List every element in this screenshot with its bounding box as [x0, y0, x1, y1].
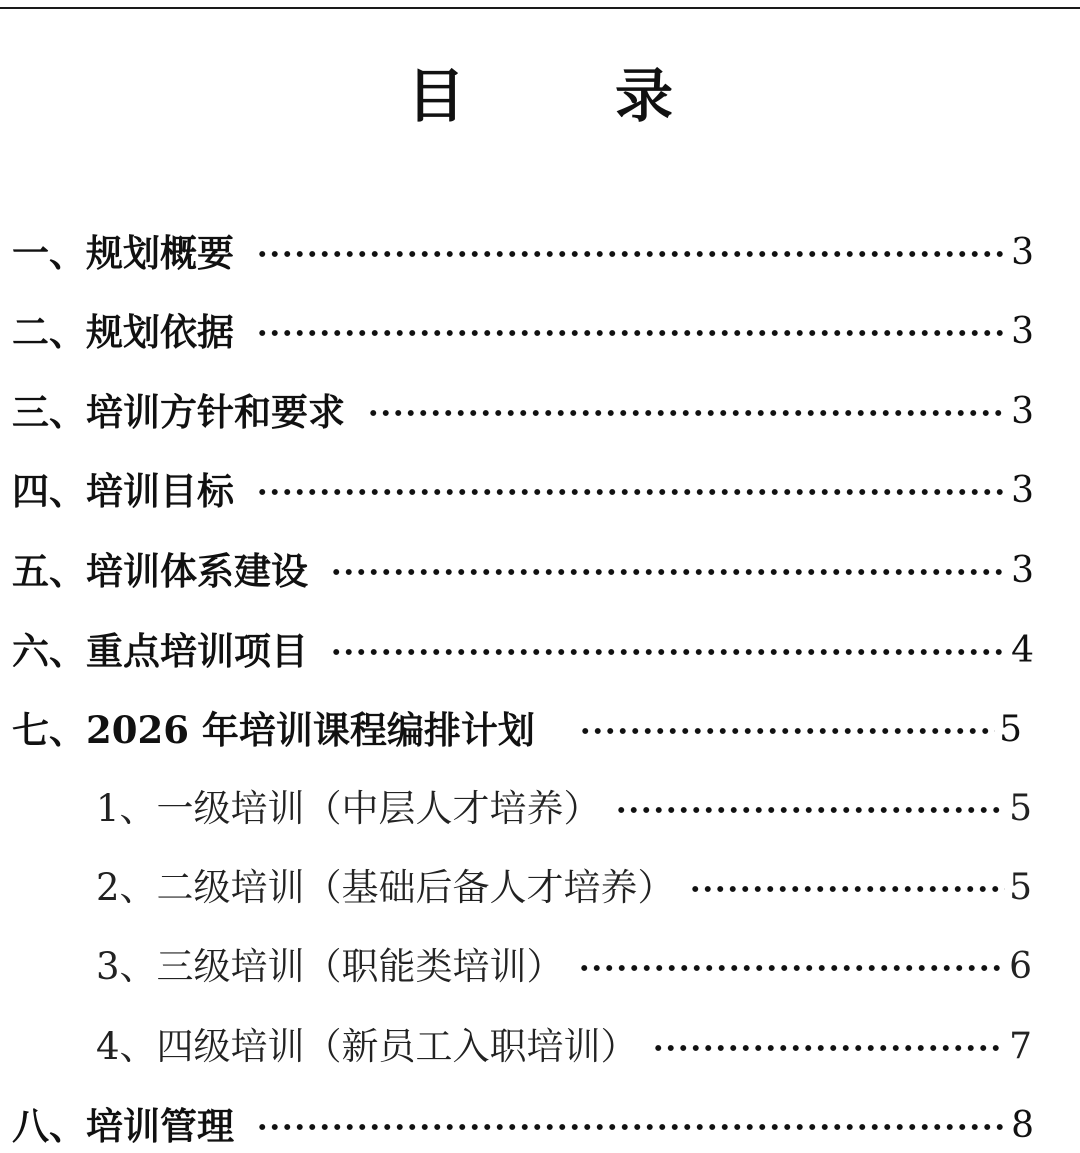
- toc-page-number: 5: [1009, 867, 1032, 908]
- toc-page-number: 3: [1011, 391, 1034, 432]
- dot-leader: [689, 885, 1006, 893]
- toc-page-number: 5: [999, 709, 1022, 750]
- toc-page-number: 6: [1009, 946, 1032, 987]
- toc-entry-2[interactable]: [12, 307, 1034, 357]
- title-char-2: 录: [615, 62, 674, 130]
- toc-page-number: 7: [1009, 1026, 1032, 1067]
- page-title: [0, 60, 1080, 132]
- toc-entry-label: 七、2026 年培训课程编排计划: [12, 708, 535, 752]
- toc-subentry-label: 1、一级培训（中层人才培养）: [96, 787, 601, 830]
- dot-leader: [615, 806, 1006, 814]
- toc-entry-label: 六、重点培训项目: [12, 629, 308, 673]
- dot-leader: [256, 1123, 1007, 1131]
- top-rule: [0, 7, 1080, 9]
- toc-entry-1[interactable]: [12, 228, 1034, 278]
- toc-entry-8[interactable]: [12, 1101, 1034, 1151]
- toc-subentry-label: 3、三级培训（职能类培训）: [96, 945, 564, 988]
- toc-entry-4[interactable]: [12, 466, 1034, 516]
- toc-page-number: 3: [1011, 232, 1034, 273]
- toc-entry-label: 三、培训方针和要求: [12, 390, 345, 434]
- dot-leader: [330, 648, 1007, 656]
- toc-subentry-4[interactable]: [96, 1022, 1032, 1072]
- toc-entry-5[interactable]: [12, 546, 1034, 596]
- dot-leader: [367, 409, 1007, 417]
- dot-leader: [579, 727, 995, 735]
- toc-page-number: 3: [1011, 550, 1034, 591]
- dot-leader: [652, 1044, 1006, 1052]
- toc-page-number: 3: [1011, 470, 1034, 511]
- dot-leader: [256, 488, 1007, 496]
- toc-entry-label: 四、培训目标: [12, 469, 234, 513]
- dot-leader: [256, 329, 1007, 337]
- toc-entry-7[interactable]: [12, 705, 1022, 755]
- dot-leader: [578, 964, 1006, 972]
- toc-page-number: 5: [1009, 788, 1032, 829]
- dot-leader: [256, 250, 1007, 258]
- toc-entry-label: 一、规划概要: [12, 231, 234, 275]
- title-char-1: 目: [406, 62, 465, 130]
- toc-subentry-3[interactable]: [96, 942, 1032, 992]
- toc-subentry-1[interactable]: [96, 784, 1032, 834]
- toc-subentry-2[interactable]: [96, 863, 1032, 913]
- toc-entry-label: 八、培训管理: [12, 1104, 234, 1148]
- toc-page-number: 3: [1011, 311, 1034, 352]
- dot-leader: [330, 568, 1007, 576]
- toc-entry-label: 五、培训体系建设: [12, 549, 308, 593]
- toc-page-number: 4: [1011, 630, 1034, 671]
- toc-subentry-label: 2、二级培训（基础后备人才培养）: [96, 866, 675, 909]
- toc-entry-label: 二、规划依据: [12, 310, 234, 354]
- toc-page-number: 8: [1011, 1105, 1034, 1146]
- toc-entry-6[interactable]: [12, 626, 1034, 676]
- toc-subentry-label: 4、四级培训（新员工入职培训）: [96, 1025, 638, 1068]
- toc-entry-3[interactable]: [12, 387, 1034, 437]
